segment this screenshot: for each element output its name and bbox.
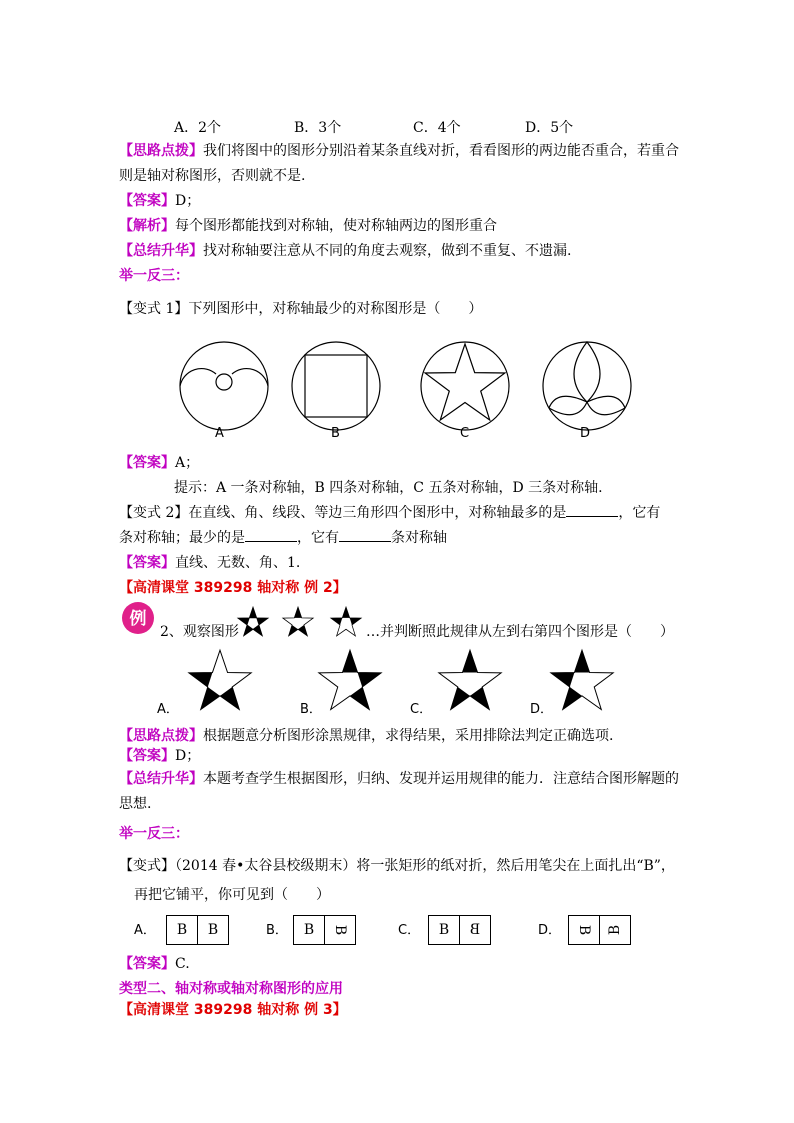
v3-option-a: A． [134, 923, 156, 938]
variant1-answer: 【答案】A； [119, 455, 200, 471]
v3-box-b [293, 915, 356, 945]
example2-hint: 【思路点拨】根据题意分析图形涂黑规律，求得结果，采用排除法判定正确选项. [119, 728, 614, 744]
example2-suffix: …并判断照此规律从左到右第四个图形是（ ） [366, 624, 674, 640]
seq-star-3 [331, 607, 361, 636]
ex2-option-d: D． [530, 702, 554, 717]
example2-summary-line2: 思想. [119, 796, 152, 812]
figure-c-star-in-circle [421, 342, 509, 430]
variant1-figures [0, 328, 794, 448]
variant2-question-line2: 条对称轴；最少的是 ，它有 条对称轴 [119, 530, 447, 546]
ex2-option-c: C． [410, 702, 433, 717]
figure-a-circle-arcs [180, 342, 268, 430]
box-b-left: B [303, 922, 315, 938]
type2-heading: 类型二、轴对称或轴对称图形的应用 [119, 981, 343, 997]
option-star-b [319, 650, 381, 709]
q1-summary: 【总结升华】找对称轴要注意从不同的角度去观察，做到不重复、不遗漏. [119, 243, 572, 259]
example2-sequence-stars [236, 606, 366, 640]
variant3-question-line2: 再把它铺平，你可见到（ ） [134, 887, 330, 903]
box-c-right: B [459, 916, 490, 944]
seq-star-1 [238, 607, 268, 636]
q1-hint-line2: 则是轴对称图形，否则就不是. [119, 168, 306, 184]
q1-answer: 【答案】D； [119, 193, 201, 209]
class-ref-3: 【高清课堂 389298 轴对称 例 3】 [119, 1002, 347, 1018]
blank-3[interactable] [339, 529, 391, 542]
practice-heading: 举一反三： [119, 268, 189, 284]
blank-2[interactable] [245, 529, 297, 542]
figure-label-a: A [215, 426, 224, 441]
figure-b-square-in-circle [292, 342, 380, 430]
example2-answer: 【答案】D； [119, 748, 201, 764]
q1-analysis: 【解析】每个图形都能找到对称轴，使对称轴两边的图形重合 [119, 218, 497, 234]
option-d: D．5个 [525, 120, 574, 136]
option-star-d [551, 650, 613, 709]
example2-prefix: 2、观察图形 [160, 624, 239, 640]
badge-text: 例 [129, 609, 147, 629]
blank-1[interactable] [566, 504, 618, 517]
figure-label-b: B [331, 426, 340, 441]
variant1-question: 【变式 1】下列图形中，对称轴最少的对称图形是（ ） [119, 301, 483, 317]
example2-summary-line1: 【总结升华】本题考查学生根据图形，归纳、发现并运用规律的能力．注意结合图形解题的 [119, 771, 679, 787]
box-a-right: B [197, 916, 228, 944]
hint-tag: 【思路点拨】 [119, 143, 203, 159]
variant2-answer: 【答案】直线、无数、角、1. [119, 555, 301, 571]
figure-label-d: D [580, 426, 591, 441]
variant1-tip: 提示：A 一条对称轴，B 四条对称轴，C 五条对称轴，D 三条对称轴. [174, 480, 603, 496]
box-b-right: B [324, 916, 355, 944]
v3-box-c [428, 915, 491, 945]
option-c: C．4个 [413, 120, 461, 136]
q1-hint-line1: 【思路点拨】我们将图中的图形分别沿着某条直线对折，看看图形的两边能否重合，若重合 [119, 143, 679, 159]
variant3-answer: 【答案】C. [119, 956, 190, 972]
box-d-left: B [576, 924, 592, 936]
option-a: A．2个 [174, 120, 222, 136]
ex2-option-a: A． [157, 702, 179, 717]
class-ref-2: 【高清课堂 389298 轴对称 例 2】 [119, 580, 347, 596]
v3-option-b: B． [266, 923, 288, 938]
practice-heading-2: 举一反三： [119, 826, 189, 842]
example2-option-stars [0, 648, 794, 718]
option-b: B．3个 [294, 120, 342, 136]
example-badge [120, 600, 160, 640]
box-d-right: B [599, 916, 630, 944]
ex2-option-b: B． [300, 702, 322, 717]
figure-label-c: C [460, 426, 470, 441]
v3-box-d [568, 915, 631, 945]
v3-option-c: C． [398, 923, 421, 938]
box-c-left: B [438, 922, 450, 938]
figure-d-three-petals [543, 342, 631, 430]
box-a-left: B [176, 922, 188, 938]
option-star-a [189, 650, 251, 709]
seq-star-2 [283, 607, 313, 636]
v3-box-a [166, 915, 229, 945]
v3-option-d: D． [538, 923, 562, 938]
option-star-c [439, 650, 501, 709]
variant2-question-line1: 【变式 2】在直线、角、线段、等边三角形四个图形中，对称轴最多的是 ，它有 [119, 505, 661, 521]
variant3-question-line1: 【变式】（2014 春•太谷县校级期末）将一张矩形的纸对折，然后用笔尖在上面扎出“B”， [119, 858, 675, 874]
